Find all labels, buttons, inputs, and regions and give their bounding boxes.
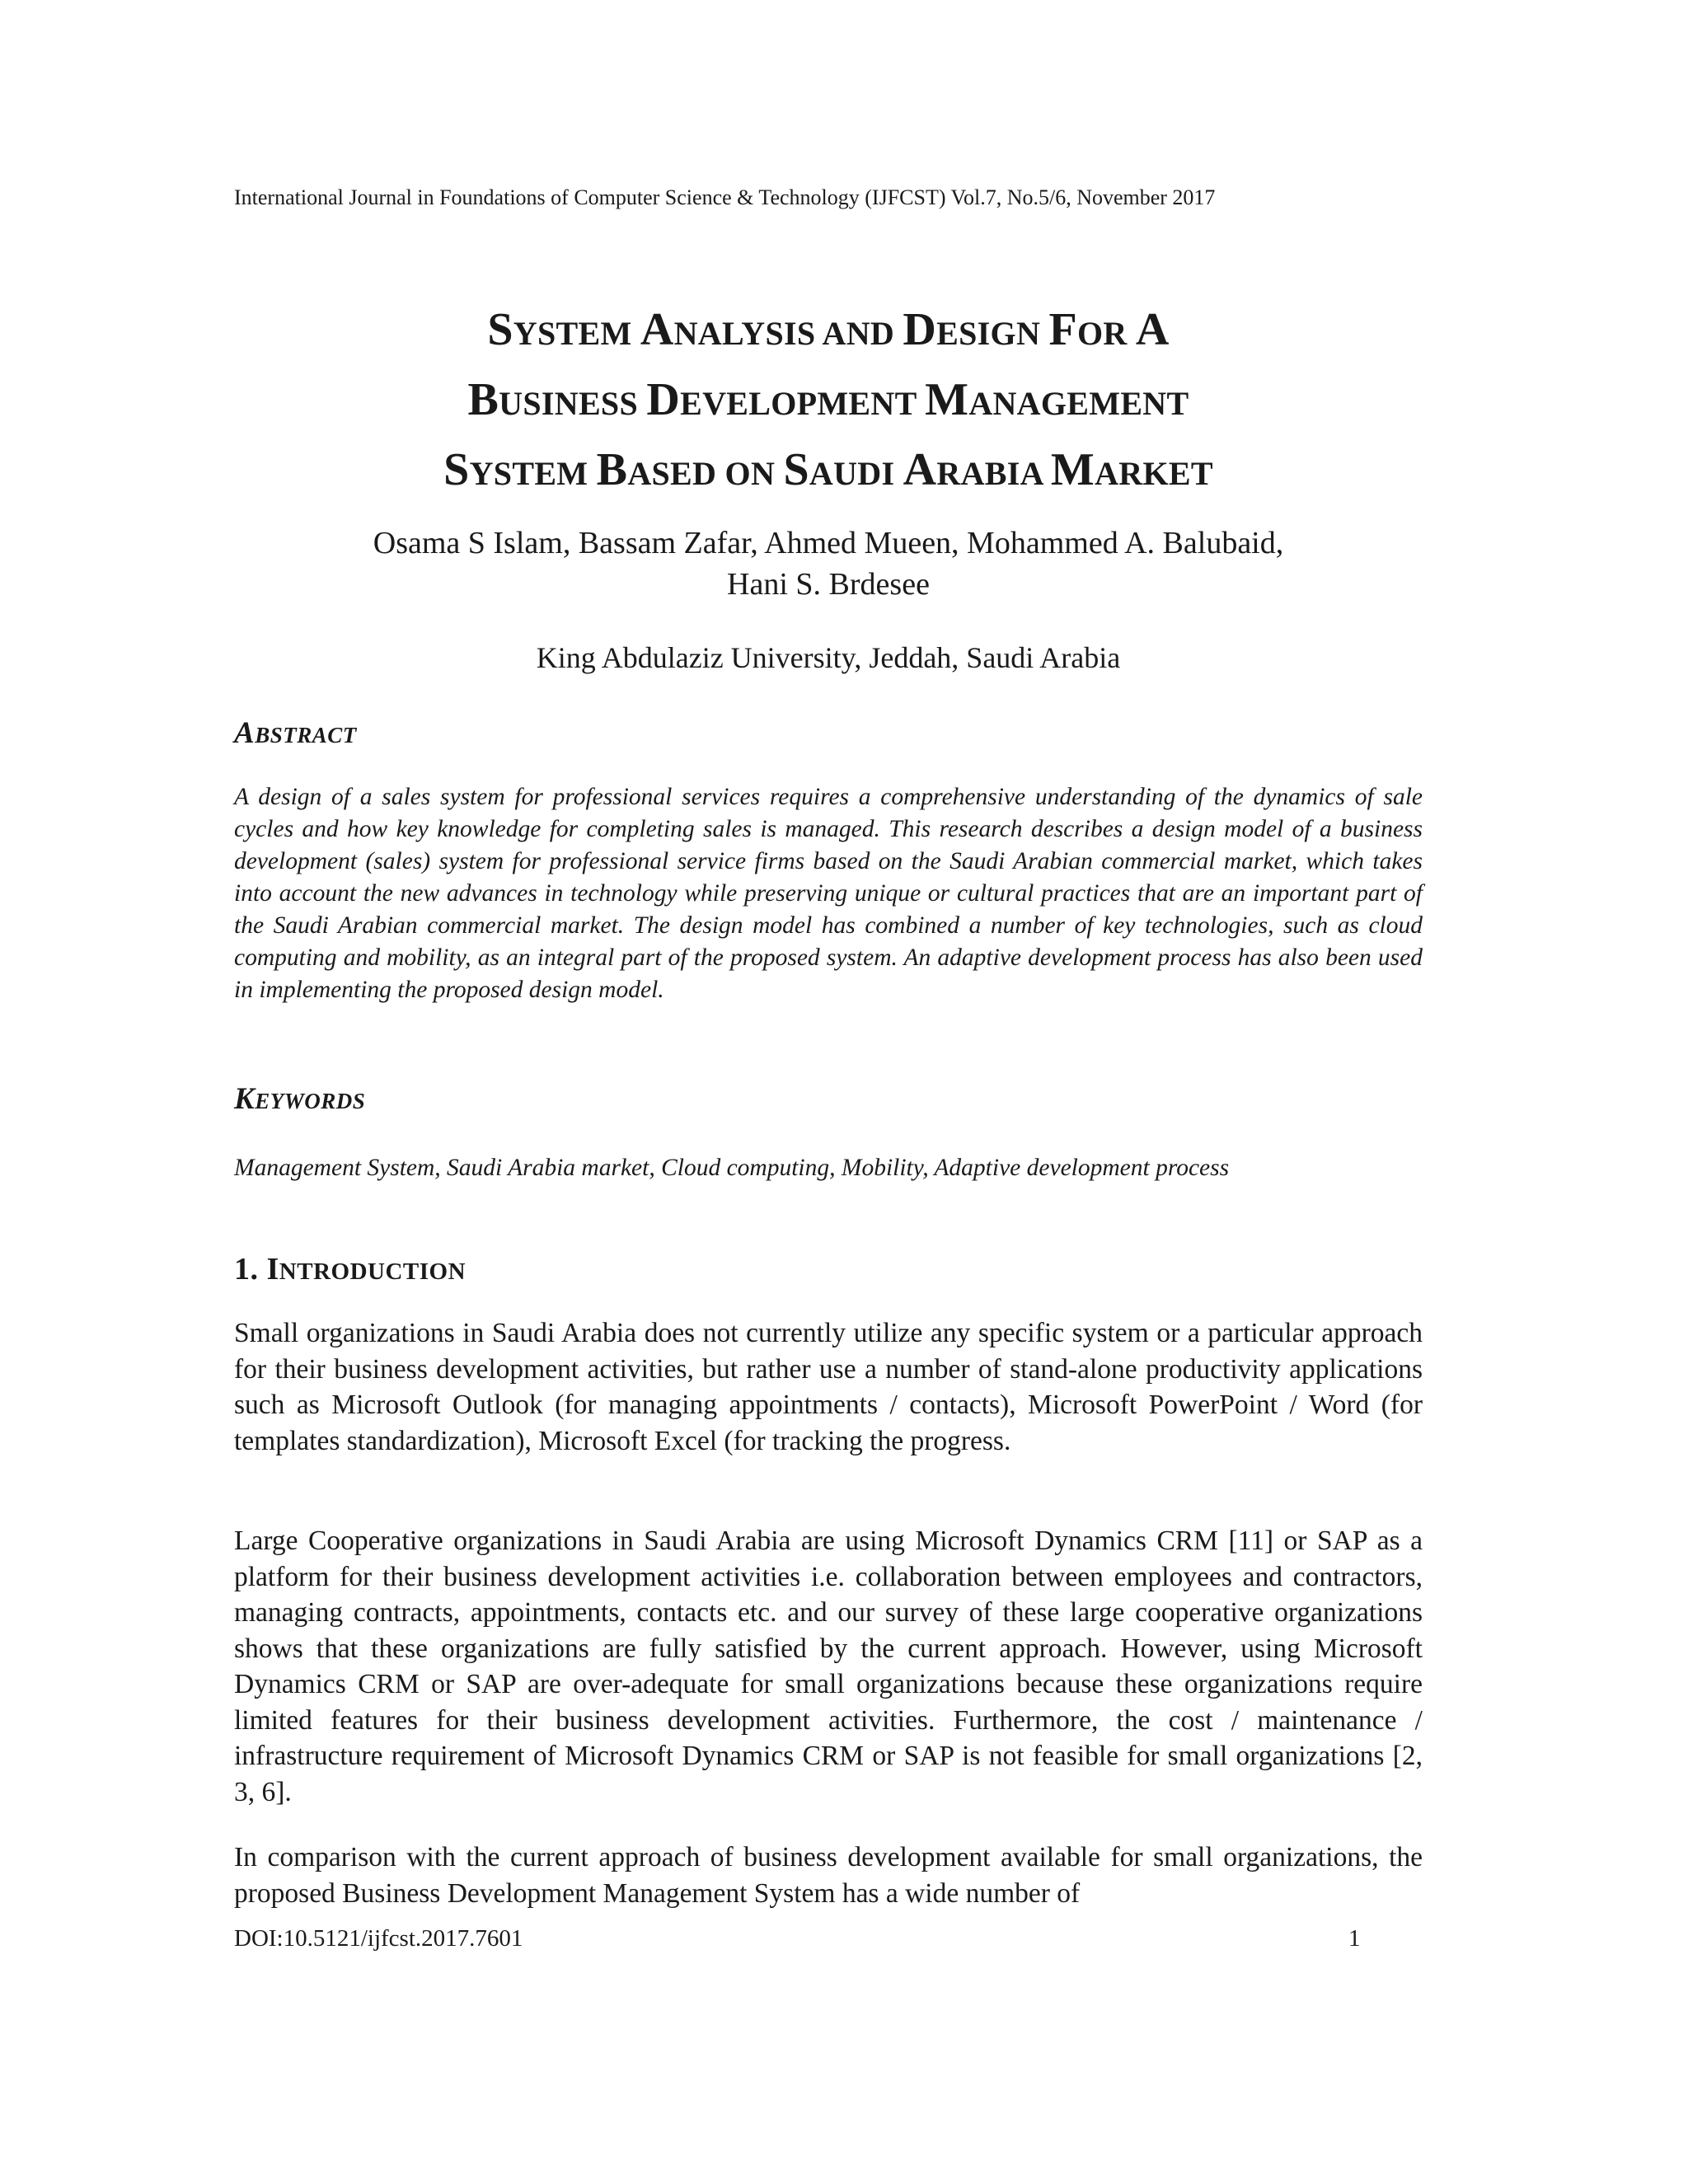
title-line-3: SYSTEM BASED ON SAUDI ARABIA MARKET (443, 444, 1213, 495)
affiliation: King Abdulaziz University, Jeddah, Saudi Arabia (536, 641, 1121, 674)
intro-paragraph-1: Small organizations in Saudi Arabia does not currently utilize any specific system or a particular approach for their business development activities, but rather use a number of stand-alone productivity applications such as Microsoft Outlook (for managing appointments / contacts), Microsoft PowerPoint / Word (for templates standardization), Microsoft Excel (for tracking the progress. (234, 1318, 1423, 1456)
author-list (234, 523, 1423, 605)
abstract-heading: ABSTRACT (234, 716, 357, 750)
abstract-text: A design of a sales system for professional services requires a comprehensive understanding of the dynamics of sale cycles and how key knowledge for completing sales is managed. This research describes a design model of a business development (sales) system for professional service firms based on the Saudi Arabian commercial market, which takes into account the new advances in technology while preserving unique or cultural practices that are an important part of the Saudi Arabian commercial market. The design model has combined a number of key technologies, such as cloud computing and mobility, as an integral part of the proposed system. An adaptive development process has also been used in implementing the proposed design model. (234, 784, 1423, 1003)
paper-title (234, 297, 1423, 507)
page-number: 1 (1348, 1925, 1361, 1952)
intro-paragraph-3: In comparison with the current approach of business development available for small organizations, the proposed Business Development Management System has a wide number of (234, 1842, 1423, 1909)
authors-line-2: Hani S. Brdesee (727, 567, 930, 602)
intro-paragraph-2: Large Cooperative organizations in Saudi Arabia are using Microsoft Dynamics CRM [11] or SAP as a platform for their business development activities i.e. collaboration between employees and contractors, managing contracts, appointments, contacts etc. and our survey of these large cooperative organizations shows that these organizations are fully satisfied by the current approach. However, using Microsoft Dynamics CRM or SAP are over-adequate for small organizations because these organizations require limited features for their business development activities. Furthermore, the cost / maintenance / infrastructure requirement of Microsoft Dynamics CRM or SAP is not feasible for small organizations [2, 3, 6]. (234, 1526, 1423, 1807)
authors-line-1: Osama S Islam, Bassam Zafar, Ahmed Mueen, Mohammed A. Balubaid, (373, 526, 1284, 560)
doi-footer: DOI:10.5121/ijfcst.2017.7601 (234, 1925, 523, 1952)
keywords-heading: KEYWORDS (234, 1082, 366, 1116)
running-header: International Journal in Foundations of Computer Science & Technology (IJFCST) Vol.7, No.5/6, November 2017 (234, 185, 1216, 209)
title-line-1: SYSTEM ANALYSIS AND DESIGN FOR A (487, 304, 1170, 355)
title-line-2: BUSINESS DEVELOPMENT MANAGEMENT (467, 374, 1189, 425)
introduction-heading: 1. INTRODUCTION (234, 1252, 467, 1286)
keywords-text: Management System, Saudi Arabia market, Cloud computing, Mobility, Adaptive development process (234, 1155, 1230, 1181)
